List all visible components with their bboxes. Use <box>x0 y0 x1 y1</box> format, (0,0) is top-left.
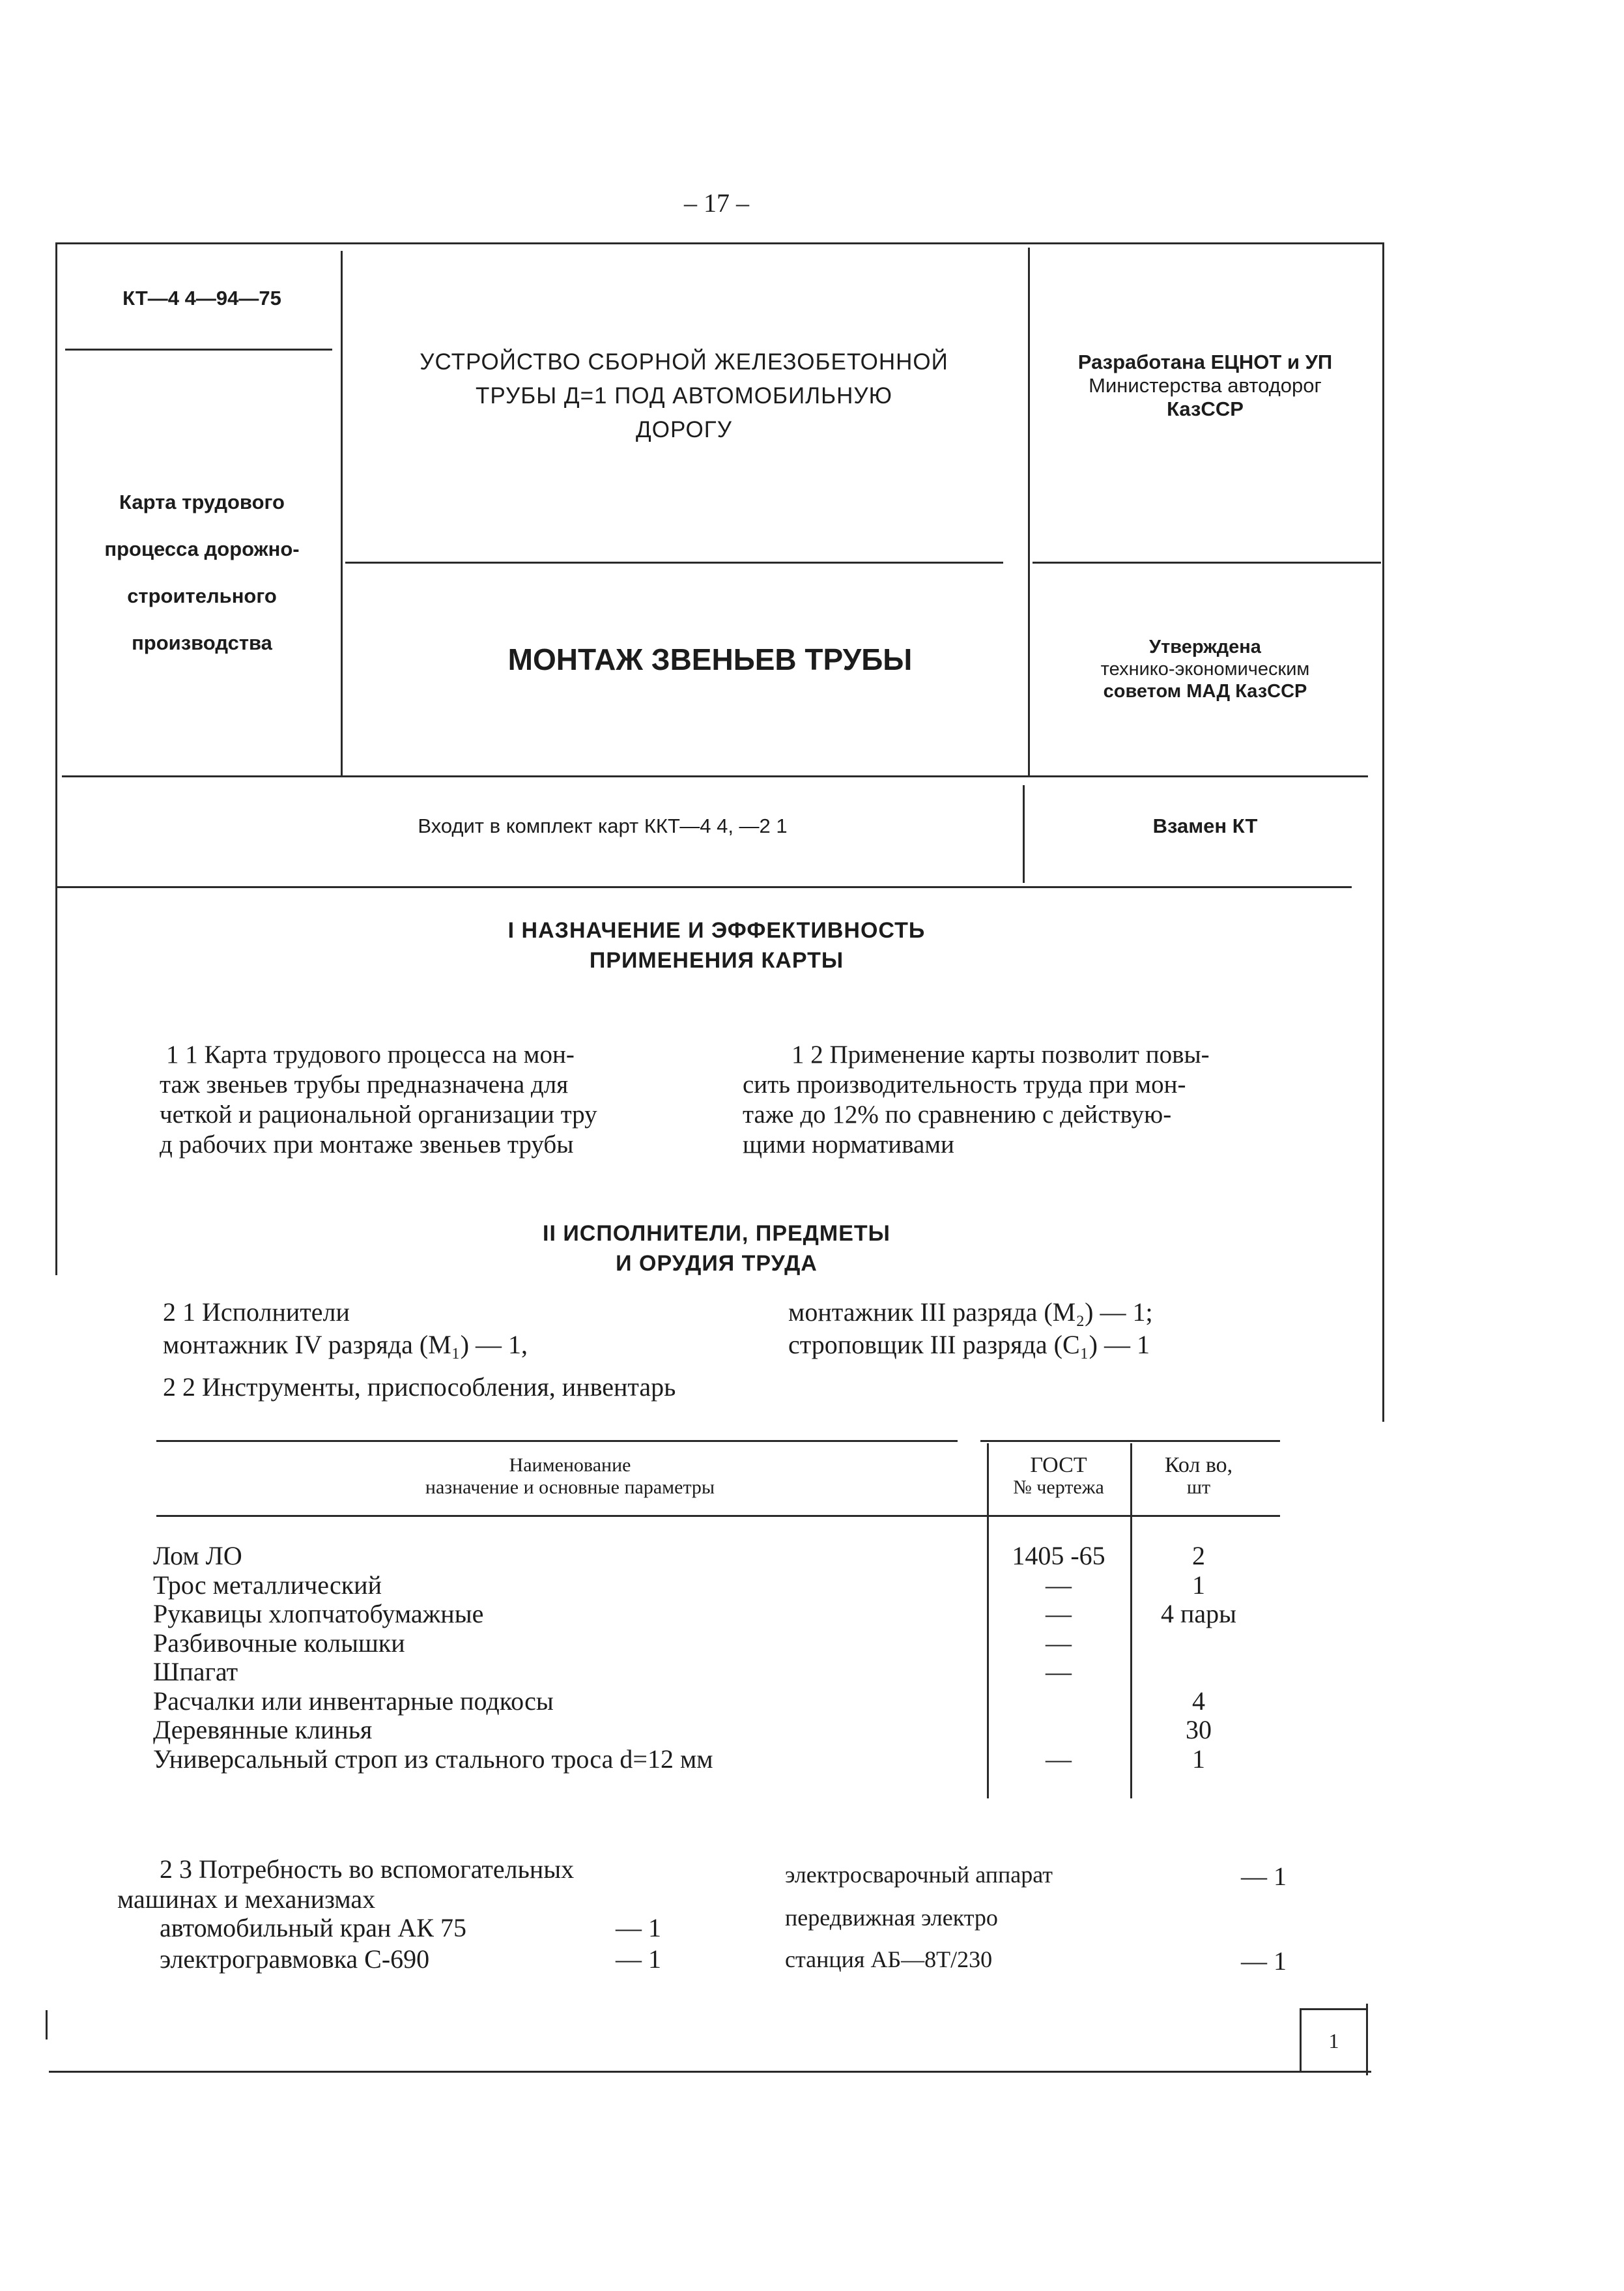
section-1-title <box>326 915 1107 975</box>
table-cell-name: Трос металлический <box>153 1570 382 1600</box>
table-cell-name: Разбивочные колышки <box>153 1628 405 1658</box>
header-line: № чертежа <box>1013 1477 1104 1498</box>
right-divider <box>1033 562 1381 564</box>
header-right-border <box>1382 242 1384 1422</box>
para-line: таже до 12% по сравнению с действую- <box>743 1101 1172 1129</box>
table-cell-name: Рукавицы хлопчатобумажные <box>153 1599 484 1628</box>
table-cell-qty: 4 <box>1192 1686 1205 1716</box>
approved-by <box>1036 636 1375 702</box>
page-number: – 17 – <box>684 188 749 218</box>
set-bottom-border <box>55 886 1352 888</box>
table-name-column <box>153 1542 980 1774</box>
worker-1: монтажник IV разряда (М₁) — 1, <box>163 1330 528 1359</box>
para-line: таж звеньев трубы предназначена для <box>160 1071 569 1099</box>
table-col-divider-1 <box>987 1443 989 1798</box>
worker-3: строповщик III разряда (С₁) — 1 <box>788 1330 1150 1359</box>
item-2-2: 2 2 Инструменты, приспособления, инвентарь <box>163 1372 676 1402</box>
para-line: д рабочих при монтаже звеньев трубы <box>160 1131 574 1159</box>
title-line: ДОРОГУ <box>636 417 732 442</box>
table-cell-name: Универсальный строп из стального троса d=12 мм <box>153 1744 713 1774</box>
section-title-line: И ОРУДИЯ ТРУДА <box>616 1251 818 1276</box>
table-cell-gost <box>990 1687 1127 1716</box>
footer-right-border <box>1366 2004 1368 2075</box>
card-type-line: Карта трудового <box>119 491 285 513</box>
worker-2: монтажник III разряда (М₂) — 1; <box>788 1297 1153 1327</box>
table-cell-name: Шпагат <box>153 1657 238 1686</box>
card-type-line: производства <box>132 631 272 654</box>
card-type-line: строительного <box>127 584 277 607</box>
developed-line: Разработана ЕЦНОТ и УП <box>1077 351 1333 373</box>
para-line: четкой и рациональной организации тру <box>160 1101 597 1129</box>
header-bottom-border <box>62 775 1368 777</box>
card-code: КТ—4 4—94—75 <box>122 287 281 310</box>
machine-left-1-qty: — 1 <box>616 1913 661 1942</box>
table-cell-gost <box>990 1716 1127 1745</box>
developed-by <box>1036 351 1375 421</box>
table-qty-column <box>1133 1542 1264 1774</box>
card-type <box>65 479 339 667</box>
paragraph-1-2 <box>743 1040 1296 1160</box>
table-gost-column <box>990 1542 1127 1774</box>
card-set: Входит в комплект карт ККТ—4 4, —2 1 <box>418 814 788 837</box>
document-title <box>391 345 977 447</box>
header-top-border <box>55 242 1384 244</box>
header-left-border <box>55 242 57 1275</box>
column-header-qty <box>1133 1454 1264 1499</box>
header-line: назначение и основные параметры <box>425 1477 715 1498</box>
table-col-divider-2 <box>1130 1443 1132 1798</box>
item-2-3-line: машинах и механизмах <box>117 1884 376 1914</box>
table-cell-gost: — <box>1046 1570 1072 1600</box>
table-cell-qty: 1 <box>1192 1570 1205 1600</box>
table-cell-qty: 4 пары <box>1160 1599 1237 1628</box>
para-line: 1 2 Применение карты позволит повы- <box>791 1041 1210 1069</box>
table-cell-name: Расчалки или инвентарные подкосы <box>153 1686 554 1716</box>
title-divider <box>345 562 1003 564</box>
machine-right-3-qty: — 1 <box>1241 1946 1287 1976</box>
section-title-line: ПРИМЕНЕНИЯ КАРТЫ <box>589 948 844 973</box>
table-cell-qty <box>1133 1658 1264 1687</box>
machine-right-3: станция АБ—8Т/230 <box>785 1946 993 1972</box>
code-underline <box>65 349 332 351</box>
header-col1-divider <box>341 251 343 775</box>
approved-line: Утверждена <box>1149 637 1261 657</box>
table-cell-gost: — <box>1046 1628 1072 1658</box>
table-cell-name: Деревянные клинья <box>153 1715 373 1744</box>
header-line: шт <box>1186 1477 1211 1498</box>
table-cell-qty: 30 <box>1186 1715 1212 1744</box>
table-cell-gost: — <box>1046 1657 1072 1686</box>
section-2-title <box>326 1218 1107 1278</box>
table-cell-qty: 1 <box>1192 1744 1205 1774</box>
para-line: сить производительность труда при мон- <box>743 1071 1186 1099</box>
header-line: ГОСТ <box>1030 1453 1087 1477</box>
table-cell-gost: — <box>1046 1599 1072 1628</box>
sheet-number: 1 <box>1328 2029 1339 2053</box>
table-cell-qty <box>1133 1629 1264 1658</box>
paragraph-1-1 <box>160 1040 681 1160</box>
machine-right-2: передвижная электро <box>785 1905 998 1931</box>
footer-bottom-border <box>49 2071 1371 2073</box>
approved-line: технико-экономическим <box>1100 659 1310 680</box>
card-type-line: процесса дорожно- <box>104 538 300 560</box>
footer-box-left <box>1300 2008 1302 2072</box>
developed-line: Министерства автодорог <box>1089 374 1322 397</box>
header-col3-divider <box>1028 248 1030 775</box>
table-top-border-right <box>980 1440 1280 1442</box>
item-2-1: 2 1 Исполнители <box>163 1297 350 1327</box>
table-cell-gost: 1405 -65 <box>1012 1541 1105 1570</box>
header-line: Наименование <box>509 1454 631 1476</box>
item-2-3-line: 2 3 Потребность во вспомогательных <box>160 1854 575 1884</box>
para-line: щими нормативами <box>743 1131 954 1159</box>
para-line: 1 1 Карта трудового процесса на мон- <box>166 1041 575 1069</box>
section-title-line: I НАЗНАЧЕНИЕ И ЭФФЕКТИВНОСТЬ <box>507 918 926 943</box>
replaces: Взамен КТ <box>1152 814 1258 837</box>
table-cell-gost: — <box>1046 1744 1072 1774</box>
set-divider <box>1023 785 1025 883</box>
column-header-gost <box>990 1454 1127 1499</box>
machine-right-1: электросварочный аппарат <box>785 1862 1053 1888</box>
approved-line: советом МАД КазССР <box>1103 681 1307 702</box>
table-cell-qty: 2 <box>1192 1541 1205 1570</box>
developed-line: КазССР <box>1167 397 1244 420</box>
section-title-line: II ИСПОЛНИТЕЛИ, ПРЕДМЕТЫ <box>543 1221 890 1246</box>
machine-left-2: электрогравмовка С-690 <box>160 1944 430 1974</box>
header-line: Кол во, <box>1164 1453 1233 1477</box>
machine-left-2-qty: — 1 <box>616 1944 661 1974</box>
table-cell-name: Лом ЛО <box>153 1541 242 1570</box>
title-line: УСТРОЙСТВО СБОРНОЙ ЖЕЛЕЗОБЕТОННОЙ <box>420 349 948 375</box>
footer-left-mark <box>46 2010 48 2039</box>
item-2-3 <box>117 1854 574 1914</box>
table-top-border <box>156 1440 958 1442</box>
title-line: ТРУБЫ Д=1 ПОД АВТОМОБИЛЬНУЮ <box>476 383 892 409</box>
table-header-bottom <box>156 1515 1280 1517</box>
machine-right-1-qty: — 1 <box>1241 1862 1287 1891</box>
column-header-name <box>156 1454 984 1499</box>
machine-left-1: автомобильный кран АК 75 <box>160 1913 466 1942</box>
document-subtitle: МОНТАЖ ЗВЕНЬЕВ ТРУБЫ <box>507 642 913 676</box>
